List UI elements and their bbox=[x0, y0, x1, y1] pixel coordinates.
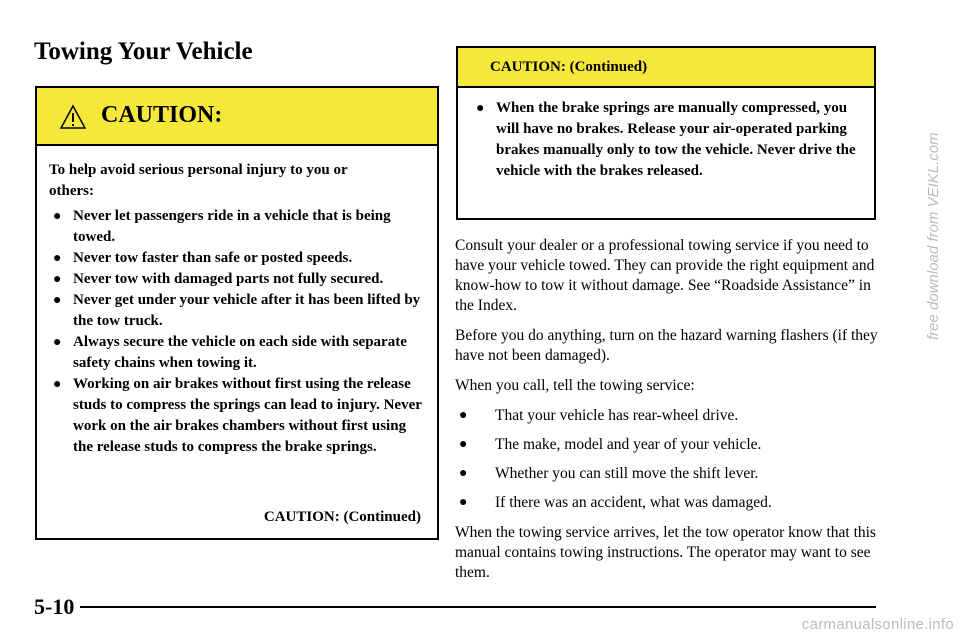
caution-item: ● When the brake springs are manually compressed, you will have no brakes. Release your air-operated parking brakes manually only to tow the vehicle. Never drive the vehicle with the brakes released. bbox=[476, 100, 856, 179]
bullet-icon: ● bbox=[53, 293, 62, 308]
paragraph: Before you do anything, turn on the hazard warning flashers (if they have not been damaged). bbox=[455, 327, 878, 364]
bullet-icon: ● bbox=[53, 377, 62, 392]
footer-rule bbox=[80, 606, 876, 608]
bullet-icon: ● bbox=[53, 209, 62, 224]
warning-triangle-icon bbox=[59, 104, 87, 130]
towing-info-list bbox=[455, 406, 885, 513]
caution-body bbox=[49, 160, 425, 458]
caution-item: ● Never get under your vehicle after it has been lifted by the tow truck. bbox=[53, 292, 421, 329]
bullet-icon: ● bbox=[459, 408, 468, 423]
paragraph: When you call, tell the towing service: bbox=[455, 377, 695, 394]
list-item: ● Whether you can still move the shift lever. bbox=[459, 465, 759, 482]
caution-item: ● Never let passengers ride in a vehicle that is being towed. bbox=[53, 208, 391, 245]
caution-continued-body bbox=[472, 98, 860, 182]
bullet-icon: ● bbox=[53, 272, 62, 287]
bullet-icon: ● bbox=[459, 495, 468, 510]
bullet-icon: ● bbox=[53, 251, 62, 266]
bullet-icon: ● bbox=[459, 437, 468, 452]
caution-item: ● Never tow with damaged parts not fully secured. bbox=[49, 269, 425, 290]
bullet-icon: ● bbox=[459, 466, 468, 481]
caution-box bbox=[35, 86, 439, 540]
caution-continued-box bbox=[456, 46, 876, 220]
list-item: ● The make, model and year of your vehicle. bbox=[459, 436, 762, 453]
caution-heading: CAUTION: bbox=[101, 102, 223, 128]
side-watermark: free download from VEIKL.com bbox=[925, 132, 942, 340]
list-item: ● That your vehicle has rear-wheel drive. bbox=[459, 407, 739, 424]
caution-item: ● Never tow faster than safe or posted speeds. bbox=[49, 248, 425, 269]
caution-item: ● Always secure the vehicle on each side with separate safety chains when towing it. bbox=[53, 334, 407, 371]
paragraph: Consult your dealer or a professional towing service if you need to have your vehicle towed. They can provide the right equipment and know-how to tow it without damage. See “Roadside Assistance” in the Index. bbox=[455, 237, 875, 314]
caution-header bbox=[37, 88, 437, 146]
body-text bbox=[455, 236, 885, 593]
caution-item: ● Working on air brakes without first using the release studs to compress the springs can lead to injury. Never work on the air brakes chambers without first using the release studs to compress the brake springs. bbox=[53, 376, 422, 455]
bullet-icon: ● bbox=[476, 101, 485, 116]
page-title: Towing Your Vehicle bbox=[34, 38, 253, 65]
caution-continued-heading: CAUTION: (Continued) bbox=[490, 59, 648, 75]
caution-list bbox=[49, 206, 425, 458]
caution-intro: To help avoid serious personal injury to you or others: bbox=[49, 162, 348, 199]
caution-continued-list bbox=[472, 98, 860, 182]
page-number: 5-10 bbox=[34, 594, 75, 619]
bottom-watermark: carmanualsonline.info bbox=[801, 616, 954, 633]
caution-continued-label: CAUTION: (Continued) bbox=[263, 509, 421, 525]
caution-continued-header bbox=[458, 48, 874, 88]
list-item: ● If there was an accident, what was damaged. bbox=[459, 494, 772, 511]
paragraph: When the towing service arrives, let the tow operator know that this manual contains towing instructions. The operator may want to see them. bbox=[455, 524, 876, 581]
bullet-icon: ● bbox=[53, 335, 62, 350]
